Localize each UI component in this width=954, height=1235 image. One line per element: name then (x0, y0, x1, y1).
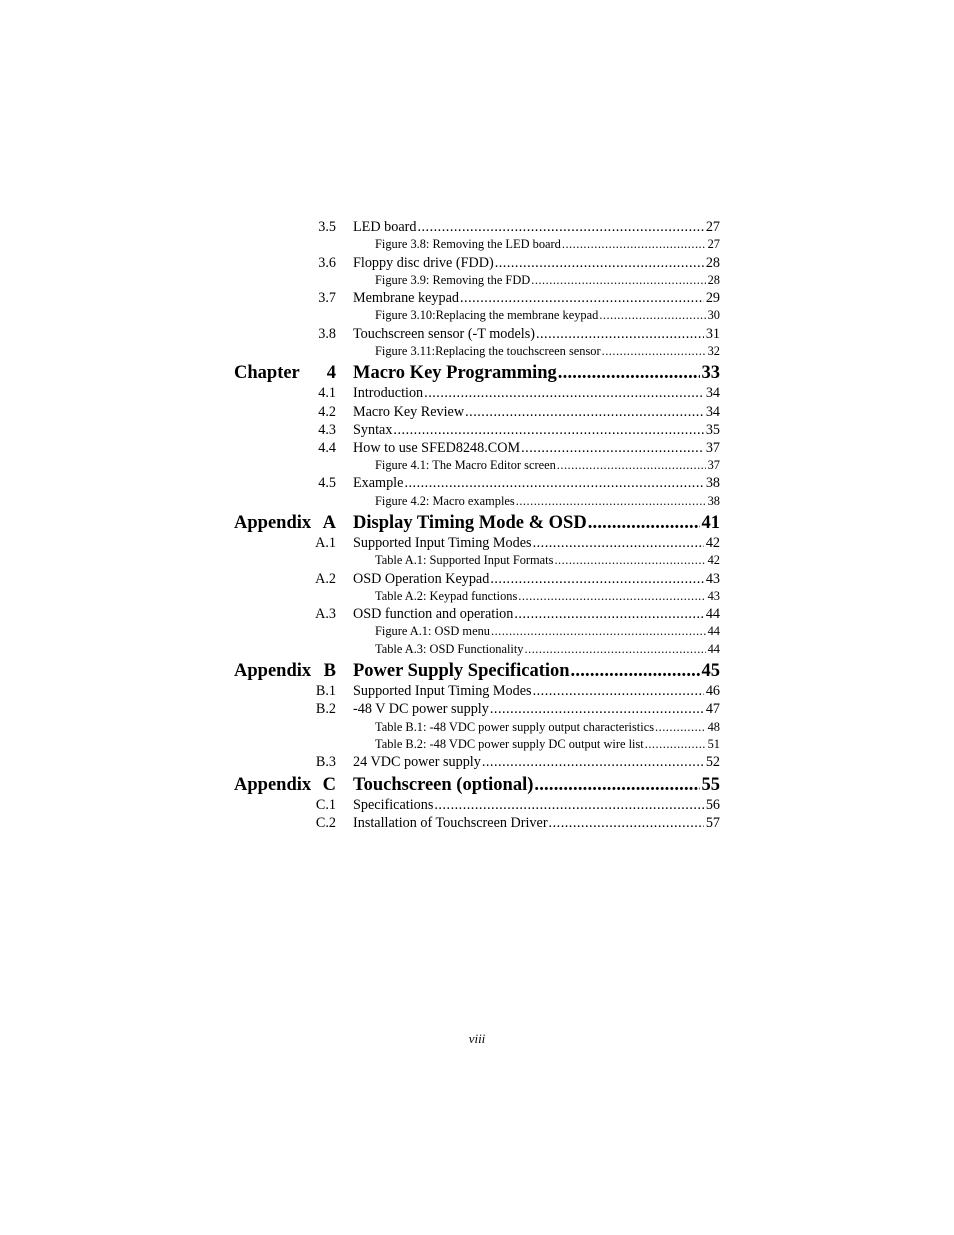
page-ref: 43 (705, 570, 720, 587)
section-number: 4.3 (318, 421, 336, 438)
toc-section-entry[interactable] (234, 385, 720, 403)
dot-leader (516, 494, 706, 509)
entry-title: Table A.1: Supported Input Formats (375, 553, 554, 568)
dot-leader (491, 624, 706, 639)
entry-title: 24 VDC power supply (353, 754, 481, 771)
toc-chapter-entry[interactable] (234, 363, 720, 385)
dot-leader (533, 535, 704, 552)
page-ref: 29 (705, 290, 720, 307)
dot-leader (490, 571, 703, 588)
page-ref: 37 (705, 439, 720, 456)
dot-leader (557, 458, 706, 473)
toc-figure-entry[interactable] (234, 624, 720, 641)
entry-title: Supported Input Timing Modes (353, 535, 532, 552)
dot-leader (533, 683, 704, 700)
entry-title: -48 V DC power supply (353, 701, 489, 718)
entry-title: Figure 3.10:Replacing the membrane keypad (375, 308, 599, 323)
page-ref: 38 (705, 475, 720, 492)
toc-figure-entry[interactable] (234, 494, 720, 511)
chapter-id: A (322, 513, 336, 534)
dot-leader (602, 344, 706, 359)
entry-title: Table B.1: -48 VDC power supply output characteristics (375, 719, 655, 734)
chapter-label (234, 513, 336, 534)
chapter-word: Appendix (234, 661, 312, 682)
page-ref: 57 (705, 814, 720, 831)
section-number: 3.5 (318, 219, 336, 235)
toc-section-entry[interactable] (234, 440, 720, 458)
section-number: 4.2 (318, 403, 336, 420)
chapter-label (234, 775, 336, 796)
dot-leader (645, 737, 706, 752)
entry-title: Table B.2: -48 VDC power supply DC output wire list (375, 736, 644, 751)
toc-chapter-entry[interactable] (234, 661, 720, 683)
dot-leader (554, 553, 705, 568)
toc-figure-entry[interactable] (234, 642, 720, 659)
entry-title: Table A.3: OSD Functionality (375, 641, 524, 656)
toc-chapter-entry[interactable] (234, 513, 720, 535)
entry-title: Figure A.1: OSD menu (375, 624, 490, 639)
dot-leader (525, 642, 706, 657)
page-ref: 31 (705, 325, 720, 342)
dot-leader (465, 404, 704, 421)
section-number: A.1 (315, 535, 336, 552)
entry-title: Specifications (353, 796, 434, 813)
toc-section-entry[interactable] (234, 404, 720, 422)
section-number: 4.5 (318, 475, 336, 492)
toc-section-entry[interactable] (234, 797, 720, 815)
toc-section-entry[interactable] (234, 255, 720, 273)
chapter-word: Chapter (234, 363, 300, 384)
dot-leader (404, 475, 703, 492)
section-number: A.3 (315, 606, 336, 623)
page-ref: 32 (707, 343, 720, 358)
toc-section-entry[interactable] (234, 606, 720, 624)
entry-title: Figure 3.8: Removing the LED board (375, 237, 561, 252)
entry-title: Figure 4.2: Macro examples (375, 493, 515, 508)
section-number: B.3 (315, 754, 336, 771)
toc-section-entry[interactable] (234, 535, 720, 553)
page-ref: 43 (707, 588, 720, 603)
section-number: 3.6 (318, 254, 336, 271)
toc-figure-entry[interactable] (234, 458, 720, 475)
page-number: viii (468, 1031, 486, 1046)
entry-title: Power Supply Specification (353, 661, 570, 682)
page-ref: 48 (707, 719, 720, 734)
dot-leader (655, 720, 706, 735)
entry-title: Display Timing Mode & OSD (353, 513, 587, 534)
section-number: C.2 (315, 814, 336, 831)
toc-figure-entry[interactable] (234, 553, 720, 570)
chapter-label (234, 661, 336, 682)
entry-title: How to use SFED8248.COM (353, 439, 521, 456)
entry-title: Macro Key Programming (353, 363, 557, 384)
page-ref: 27 (705, 219, 720, 235)
entry-title: Macro Key Review (353, 403, 465, 420)
page-ref: 42 (705, 535, 720, 552)
entry-title: Floppy disc drive (FDD) (353, 254, 494, 271)
section-number: 3.8 (318, 325, 336, 342)
entry-title: Figure 4.1: The Macro Editor screen (375, 458, 556, 473)
dot-leader (531, 273, 705, 288)
toc-chapter-entry[interactable] (234, 775, 720, 797)
page-ref: 37 (707, 458, 720, 473)
dot-leader (549, 815, 704, 832)
chapter-id: B (323, 661, 336, 682)
toc-figure-entry[interactable] (234, 737, 720, 754)
chapter-word: Appendix (234, 513, 312, 534)
chapter-word: Appendix (234, 774, 312, 795)
dot-leader (393, 422, 703, 439)
entry-title: OSD Operation Keypad (353, 570, 490, 587)
dot-leader (495, 255, 704, 272)
toc-figure-entry[interactable] (234, 589, 720, 606)
page-ref: 45 (701, 661, 720, 682)
toc-figure-entry[interactable] (234, 308, 720, 325)
page-ref: 44 (705, 606, 720, 623)
page-ref: 44 (707, 624, 720, 639)
dot-leader (460, 290, 704, 307)
toc-section-entry[interactable] (234, 290, 720, 308)
dot-leader (536, 326, 704, 343)
page-ref: 47 (705, 701, 720, 718)
toc-section-entry[interactable] (234, 422, 720, 440)
toc-section-entry[interactable] (234, 815, 720, 833)
entry-title: OSD function and operation (353, 606, 514, 623)
entry-title: Touchscreen (optional) (353, 774, 534, 795)
page-ref: 51 (707, 736, 720, 751)
section-number: A.2 (315, 570, 336, 587)
page-ref: 44 (707, 641, 720, 656)
entry-title: Table A.2: Keypad functions (375, 588, 518, 603)
entry-title: Figure 3.11:Replacing the touchscreen sensor (375, 343, 601, 358)
page-ref: 38 (707, 493, 720, 508)
entry-title: LED board (353, 219, 417, 235)
dot-leader (434, 797, 703, 814)
page-ref: 46 (705, 683, 720, 700)
page-ref: 35 (705, 421, 720, 438)
toc-figure-entry[interactable] (234, 720, 720, 737)
dot-leader (482, 754, 704, 771)
entry-title: Syntax (353, 421, 393, 438)
entry-title: Membrane keypad (353, 290, 459, 307)
table-of-contents (234, 219, 720, 833)
entry-title: Figure 3.9: Removing the FDD (375, 272, 531, 287)
chapter-id: 4 (326, 363, 336, 384)
entry-title: Supported Input Timing Modes (353, 683, 532, 700)
entry-title: Introduction (353, 385, 424, 402)
section-number: 4.1 (318, 385, 336, 402)
toc-section-entry[interactable] (234, 475, 720, 493)
page-ref: 28 (705, 254, 720, 271)
page-ref: 34 (705, 403, 720, 420)
toc-section-entry[interactable] (234, 219, 720, 237)
dot-leader (534, 775, 699, 796)
page-ref: 42 (707, 553, 720, 568)
entry-title: Example (353, 475, 404, 492)
page-ref: 28 (707, 272, 720, 287)
dot-leader (514, 606, 703, 623)
chapter-id: C (322, 774, 336, 795)
dot-leader (518, 589, 705, 604)
dot-leader (588, 513, 700, 534)
dot-leader (490, 701, 704, 718)
toc-section-entry[interactable] (234, 571, 720, 589)
entry-title: Touchscreen sensor (-T models) (353, 325, 535, 342)
section-number: 4.4 (318, 439, 336, 456)
section-number: B.1 (315, 683, 336, 700)
page-ref: 34 (705, 385, 720, 402)
toc-figure-entry[interactable] (234, 273, 720, 290)
chapter-label (234, 363, 336, 384)
page-ref: 27 (707, 237, 720, 252)
section-number: 3.7 (318, 290, 336, 307)
dot-leader (521, 440, 704, 457)
page-ref: 41 (701, 513, 720, 534)
dot-leader (424, 385, 704, 402)
entry-title: Installation of Touchscreen Driver (353, 814, 548, 831)
section-number: C.1 (315, 796, 336, 813)
page-ref: 30 (707, 308, 720, 323)
dot-leader (417, 219, 703, 236)
toc-section-entry[interactable] (234, 754, 720, 772)
toc-section-entry[interactable] (234, 326, 720, 344)
toc-section-entry[interactable] (234, 683, 720, 701)
toc-section-entry[interactable] (234, 701, 720, 719)
page-ref: 52 (705, 754, 720, 771)
toc-figure-entry[interactable] (234, 344, 720, 361)
page-ref: 33 (701, 363, 720, 384)
page-ref: 55 (701, 774, 720, 795)
dot-leader (558, 363, 700, 384)
dot-leader (571, 661, 700, 682)
section-number: B.2 (315, 701, 336, 718)
dot-leader (599, 308, 705, 323)
toc-figure-entry[interactable] (234, 237, 720, 254)
dot-leader (562, 237, 706, 252)
page-ref: 56 (705, 796, 720, 813)
